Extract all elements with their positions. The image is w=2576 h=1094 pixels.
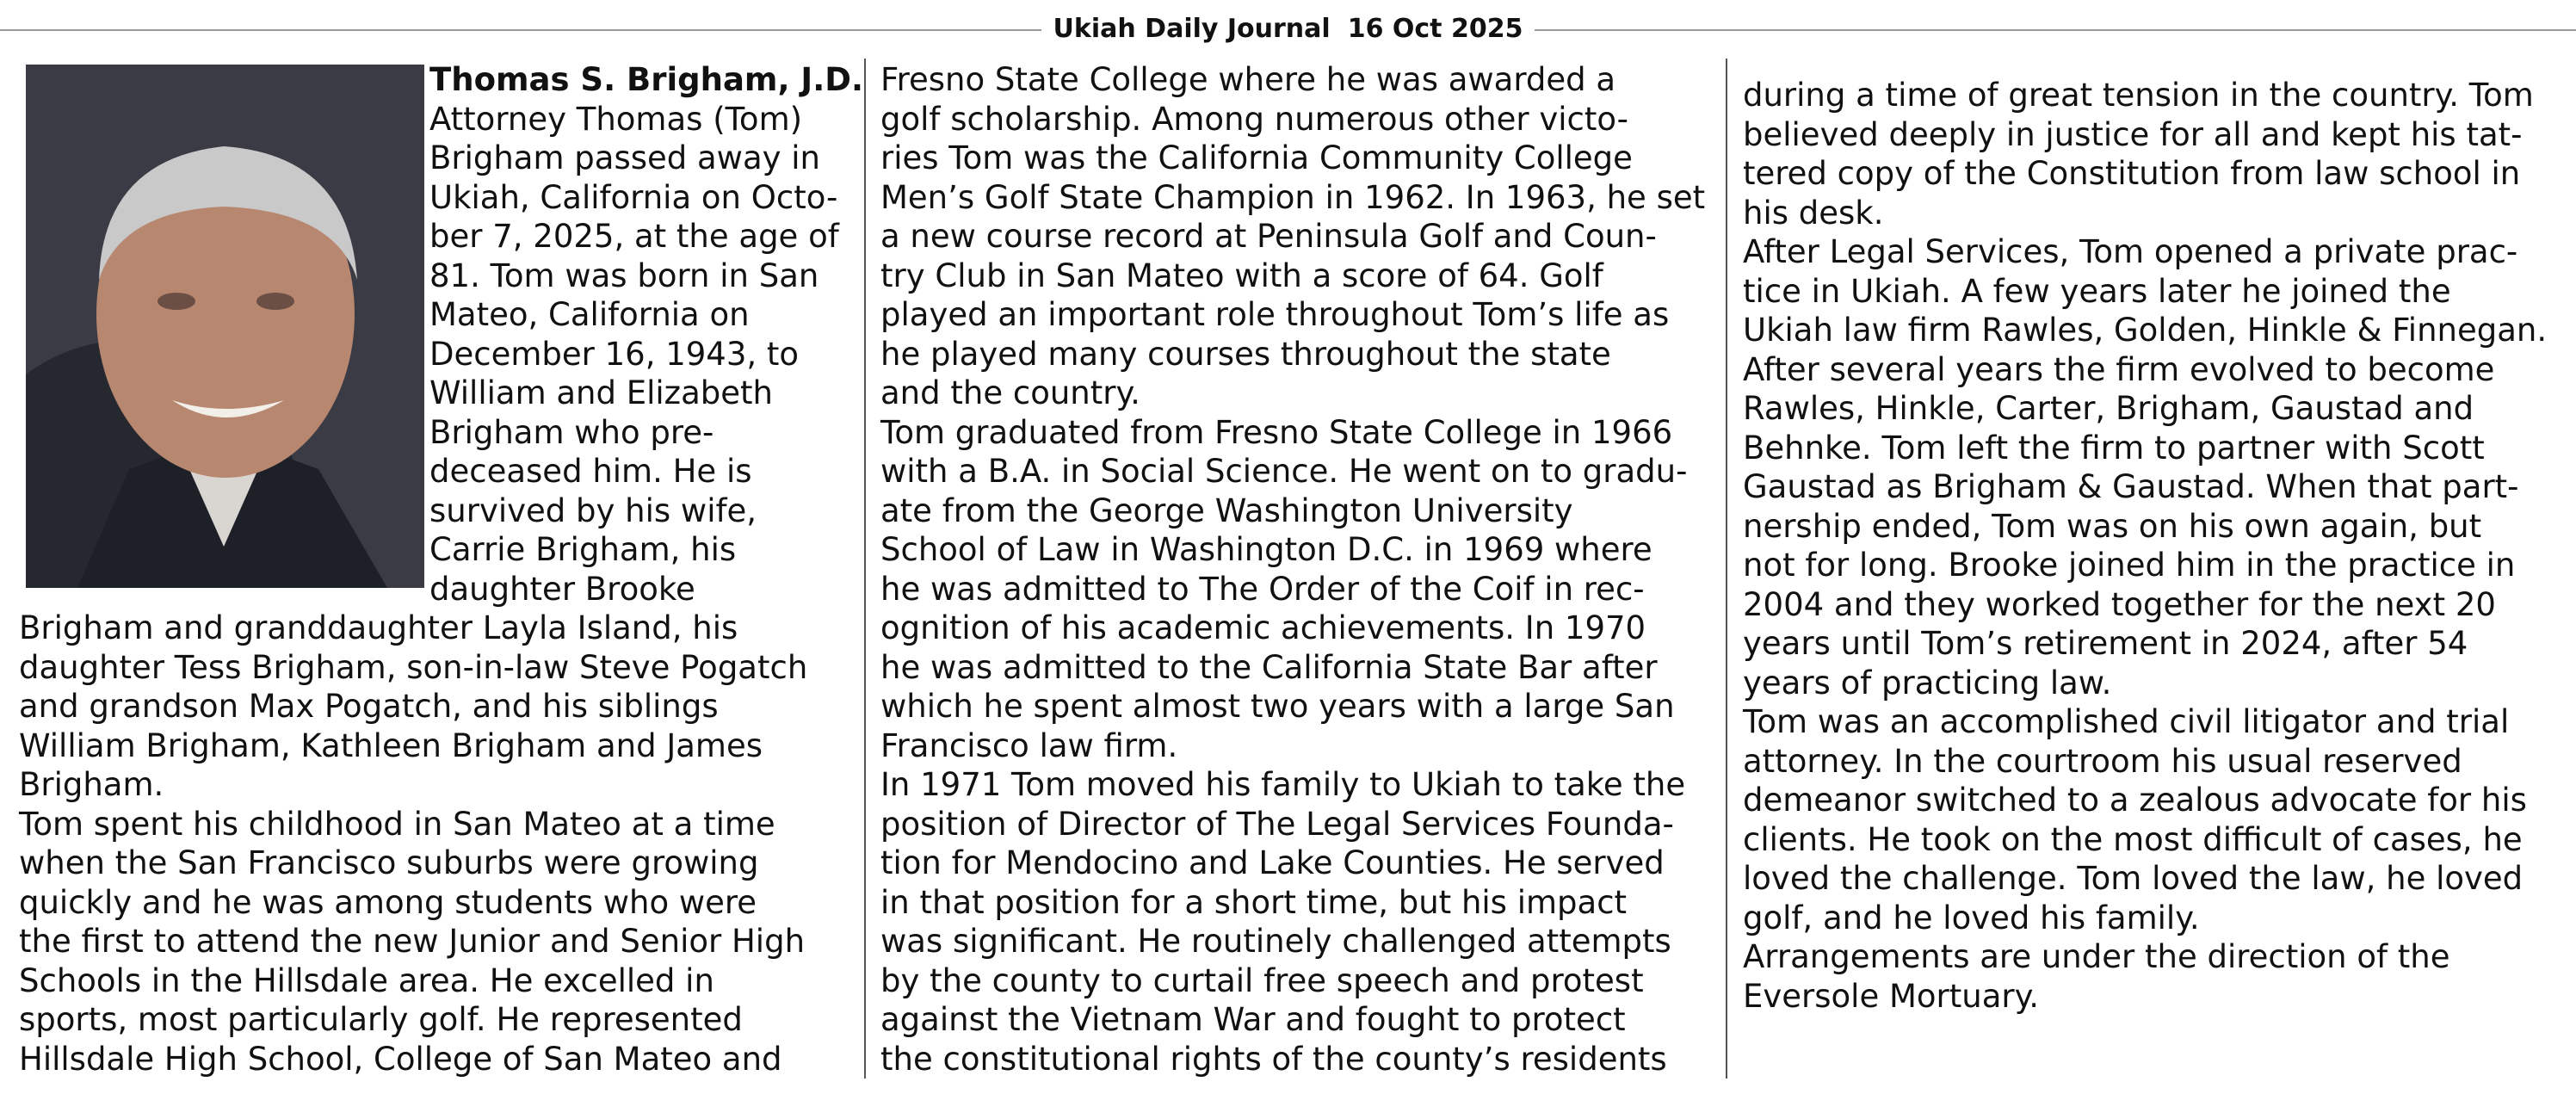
- text-line: Mateo, California on: [429, 296, 750, 333]
- text-line: 81. Tom was born in San: [429, 257, 819, 294]
- text-line: deceased him. He is: [429, 453, 752, 490]
- text-line: he was admitted to The Order of the Coif in rec-: [880, 570, 1645, 608]
- text-line: nership ended, Tom was on his own again, but: [1743, 507, 2482, 545]
- text-line: William and Elizabeth: [429, 374, 773, 411]
- text-line: years of practicing law.: [1743, 664, 2112, 702]
- text-line: Brigham who pre-: [429, 413, 714, 451]
- text-line: years until Tom’s retirement in 2024, after 54: [1743, 625, 2468, 662]
- text-line: demeanor switched to a zealous advocate for his: [1743, 782, 2527, 819]
- text-line: Tom graduated from Fresno State College in 1966: [880, 413, 1673, 451]
- text-line: believed deeply in justice for all and kept his tat-: [1743, 115, 2523, 153]
- text-line: ber 7, 2025, at the age of: [429, 218, 839, 255]
- text-line: Gaustad as Brigham & Gaustad. When that part-: [1743, 468, 2519, 505]
- obituary-column-2: [880, 60, 1724, 1079]
- text-line: the first to attend the new Junior and Senior High: [19, 923, 806, 960]
- text-line: the constitutional rights of the county’s residents: [880, 1040, 1667, 1078]
- text-line: sports, most particularly golf. He represented: [19, 1001, 743, 1038]
- text-line: and the country.: [880, 374, 1140, 411]
- text-line: played an important role throughout Tom’s life as: [880, 296, 1670, 333]
- text-line: try Club in San Mateo with a score of 64. Golf: [880, 257, 1603, 294]
- text-line: ognition of his academic achievements. In 1970: [880, 609, 1646, 646]
- text-line: Brigham passed away in: [429, 139, 821, 176]
- text-line: during a time of great tension in the country. Tom: [1743, 77, 2534, 114]
- text-line: golf scholarship. Among numerous other victo-: [880, 100, 1629, 138]
- text-line: he played many courses throughout the state: [880, 335, 1611, 373]
- text-line: After Legal Services, Tom opened a private prac-: [1743, 233, 2518, 270]
- paper-name: Ukiah Daily Journal: [1053, 14, 1331, 44]
- text-line: Brigham and granddaughter Layla Island, his: [19, 609, 738, 646]
- text-line: Fresno State College where he was awarded a: [880, 61, 1616, 98]
- text-line: a new course record at Peninsula Golf and Coun-: [880, 218, 1657, 255]
- text-line: Tom was an accomplished civil litigator and trial: [1743, 703, 2510, 740]
- text-line: tered copy of the Constitution from law school in: [1743, 155, 2521, 192]
- text-line: by the county to curtail free speech and protest: [880, 961, 1644, 999]
- text-line: Carrie Brigham, his: [429, 531, 737, 568]
- text-line: golf, and he loved his family.: [1743, 899, 2200, 936]
- text-line: which he spent almost two years with a large San: [880, 688, 1675, 725]
- text-line: Schools in the Hillsdale area. He excelled in: [19, 961, 714, 999]
- text-line: clients. He took on the most difficult of cases, he: [1743, 820, 2523, 858]
- text-line: Tom spent his childhood in San Mateo at a time: [19, 805, 775, 843]
- text-line: tice in Ukiah. A few years later he joined the: [1743, 272, 2451, 310]
- text-line: his desk.: [1743, 194, 1884, 232]
- text-line: 2004 and they worked together for the next 20: [1743, 585, 2496, 623]
- text-line: he was admitted to the California State Bar after: [880, 648, 1658, 686]
- text-line: ate from the George Washington University: [880, 491, 1573, 529]
- text-line: Men’s Golf State Champion in 1962. In 1963, he set: [880, 178, 1706, 216]
- text-line: After several years the firm evolved to become: [1743, 350, 2495, 388]
- text-line: Eversole Mortuary.: [1743, 977, 2039, 1015]
- text-line: ries Tom was the California Community College: [880, 139, 1633, 176]
- text-line: In 1971 Tom moved his family to Ukiah to take the: [880, 766, 1686, 803]
- text-line: in that position for a short time, but his impact: [880, 883, 1628, 921]
- text-line: Francisco law firm.: [880, 726, 1178, 764]
- text-line: School of Law in Washington D.C. in 1969 where: [880, 531, 1652, 568]
- text-line: with a B.A. in Social Science. He went on to gradu-: [880, 453, 1688, 490]
- column-rule-2: [1726, 59, 1727, 1079]
- text-line: Behnke. Tom left the firm to partner with Scott: [1743, 429, 2485, 467]
- text-line: position of Director of The Legal Services Founda-: [880, 805, 1674, 843]
- text-line: was significant. He routinely challenged attempts: [880, 923, 1671, 960]
- headline: Thomas S. Brigham, J.D.: [429, 61, 864, 98]
- masthead: [0, 12, 2576, 46]
- text-line: tion for Mendocino and Lake Counties. He served: [880, 844, 1665, 881]
- text-line: when the San Francisco suburbs were growing: [19, 844, 759, 881]
- text-line: Arrangements are under the direction of the: [1743, 938, 2450, 975]
- text-line: Ukiah law firm Rawles, Golden, Hinkle & Finnegan.: [1743, 312, 2548, 349]
- text-line: against the Vietnam War and fought to protect: [880, 1001, 1626, 1038]
- text-line: and grandson Max Pogatch, and his siblings: [19, 688, 719, 725]
- text-line: daughter Tess Brigham, son-in-law Steve Pogatch: [19, 648, 808, 686]
- text-line: loved the challenge. Tom loved the law, he loved: [1743, 860, 2523, 897]
- obituary-column-3: [1743, 76, 2576, 1016]
- text-line: Attorney Thomas (Tom): [429, 100, 803, 138]
- text-line: daughter Brooke: [429, 570, 695, 608]
- text-line: William Brigham, Kathleen Brigham and James: [19, 726, 763, 764]
- text-line: not for long. Brooke joined him in the practice in: [1743, 547, 2516, 584]
- text-line: Rawles, Hinkle, Carter, Brigham, Gaustad and: [1743, 390, 2474, 427]
- text-line: attorney. In the courtroom his usual reserved: [1743, 742, 2462, 780]
- obituary-column-1: [19, 60, 880, 1079]
- text-line: Hillsdale High School, College of San Mateo and: [19, 1040, 782, 1078]
- text-line: survived by his wife,: [429, 491, 757, 529]
- text-line: December 16, 1943, to: [429, 335, 800, 373]
- text-line: Ukiah, California on Octo-: [429, 178, 838, 216]
- text-line: quickly and he was among students who were: [19, 883, 757, 921]
- issue-date: 16 Oct 2025: [1347, 14, 1523, 44]
- text-line: Brigham.: [19, 766, 164, 803]
